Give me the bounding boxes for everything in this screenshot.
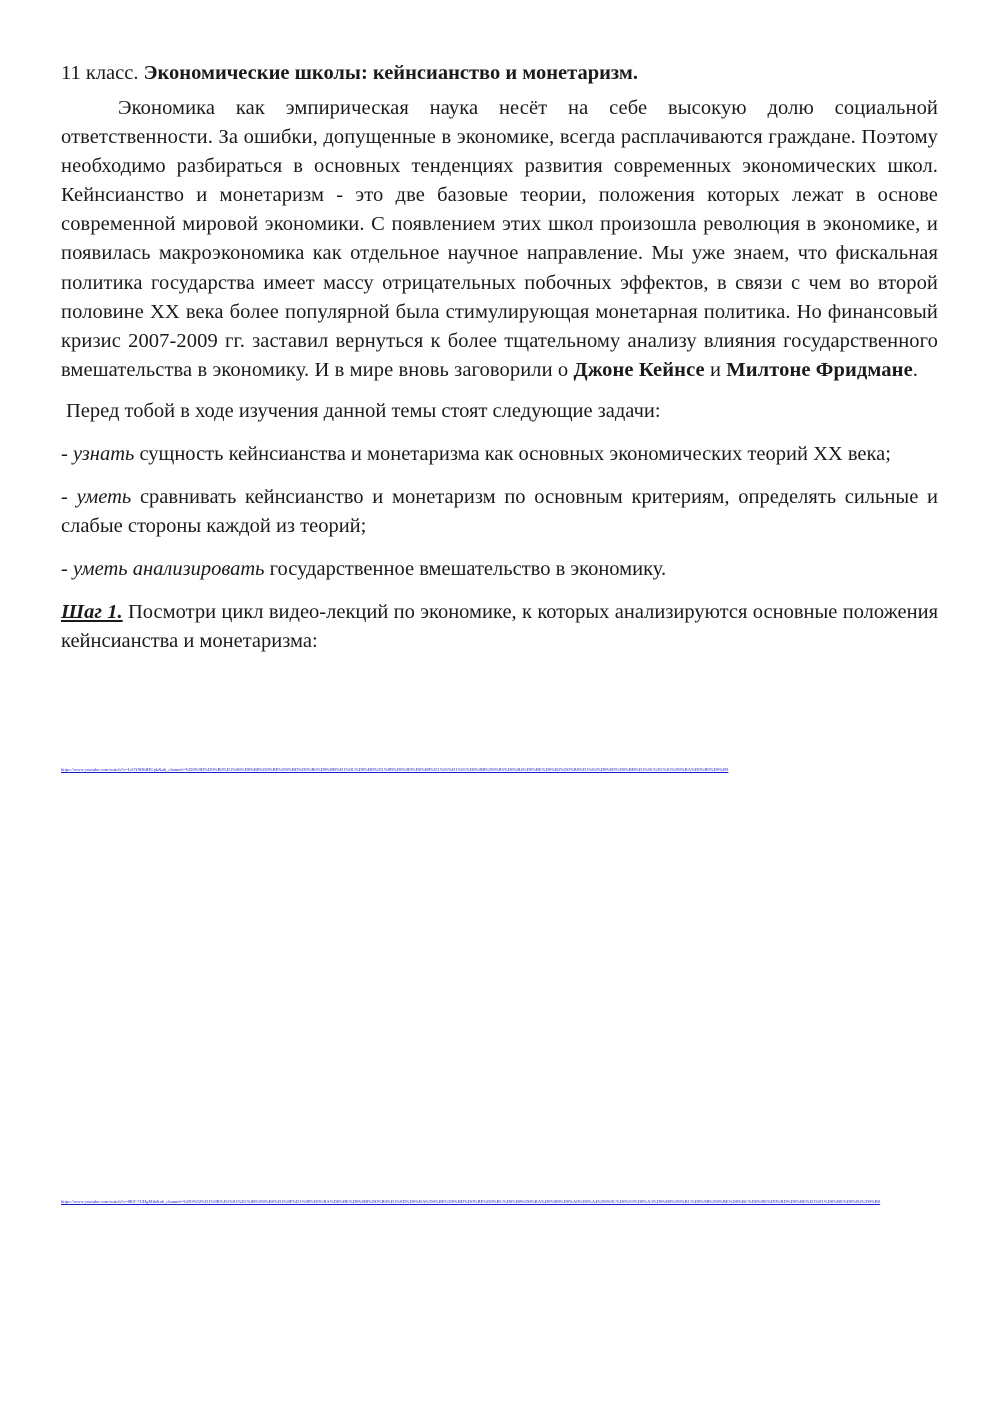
task-item-compare (61, 483, 938, 541)
task-text: сущность кейнсианства и монетаризма как основных экономических теорий XX века; (134, 442, 891, 465)
video-link-1[interactable]: https://www.youtube.com/watch?v=LtOYBHdHUpk&ab_channel=%D0%9D%D0%B0%D1%86%D0%B8%D0%BE%D0%BD%D0%B0%D0%BB%D1%8C%D0%BD%D1%8B%D0%B9%D0%B8%D1%81%D1%81%D0%BB%D0%B5%D0%B4%D0%BE%D0%B2%D0%B0%D1%82%D0%B5%D0%BB%D1%8C%D1%81%D0%BA%D0%B8%D0%B9 (61, 767, 729, 772)
intro-paragraph (61, 94, 938, 385)
task-text: государственное вмешательство в экономику. (264, 557, 667, 580)
task-verb: уметь анализировать (72, 557, 265, 580)
friedman-name: Милтоне Фридмане (726, 358, 913, 381)
step-1-label: Шаг 1. (61, 600, 123, 623)
intro-text: Экономика как эмпирическая наука несёт на себе высокую долю социальной ответственности. За ошибки, допущенные в экономике, всегда расплачиваются граждане. Поэтому необходимо разбираться в основных тенденциях развития современных экономических школ. Кейнсианство и монетаризм - это две базовые теории, положения которых лежат в основе современной мировой экономики. С появлением этих школ произошла революция в экономике, и появилась макроэкономика как отдельное научное направление. Мы уже знаем, что фискальная политика государства имеет массу отрицательных побочных эффектов, в связи с чем во второй половине XX века более популярной была стимулирующая монетарная политика. Но финансовый кризис 2007-2009 гг. заставил вернуться к более тщательному анализу влияния государственного вмешательства в экономику. И в мире вновь заговорили о (61, 97, 938, 381)
task-item-know (61, 440, 938, 469)
task-text: сравнивать кейнсианство и монетаризм по основным критериям, определять сильные и слабые стороны каждой из теорий; (61, 485, 939, 537)
topic-title: Экономические школы: кейнсианство и монетаризм. (143, 62, 638, 84)
video-link-2[interactable]: https://www.youtube.com/watch?v=8KF-7UHgMtk&ab_channel=%D0%92%D1%8B%D1%81%D1%88%D0%B0%D1%8F%D1%88%D0%BA%D0%BE%D0%BB%D0%B0%D1%8D%D0%BA%D0%BE%D0%BD%D0%BE%D0%BC%D0%B8%D0%BA%D0%B8%D0%A0%D0%A4%D0%9C%D0%93%D0%A3%D0%B8%D0%BC%D0%9B%D0%BE%D0%BC%D0%BE%D0%BD%D0%BE%D1%81%D0%BE%D0%B2%D0%B0 (61, 1199, 881, 1204)
task-dash: - (61, 442, 73, 465)
grade-label: 11 класс. (61, 62, 144, 84)
document-page (61, 58, 938, 656)
intro-end: . (912, 358, 919, 381)
tasks-heading: Перед тобой в ходе изучения данной темы стоят следующие задачи: (66, 399, 661, 422)
step-1-text: Посмотри цикл видео-лекций по экономике, к которых анализируются основные положения кейнсианства и монетаризма: (61, 600, 939, 652)
task-item-analyze (61, 555, 938, 584)
keynes-name: Джоне Кейнсе (573, 358, 705, 381)
intro-conj: и (704, 358, 727, 381)
document-title (61, 58, 938, 88)
task-verb: уметь (76, 485, 132, 508)
step-1-paragraph (61, 598, 938, 656)
task-dash: - (61, 557, 73, 580)
task-dash: - (61, 485, 77, 508)
task-verb: узнать (72, 442, 135, 465)
